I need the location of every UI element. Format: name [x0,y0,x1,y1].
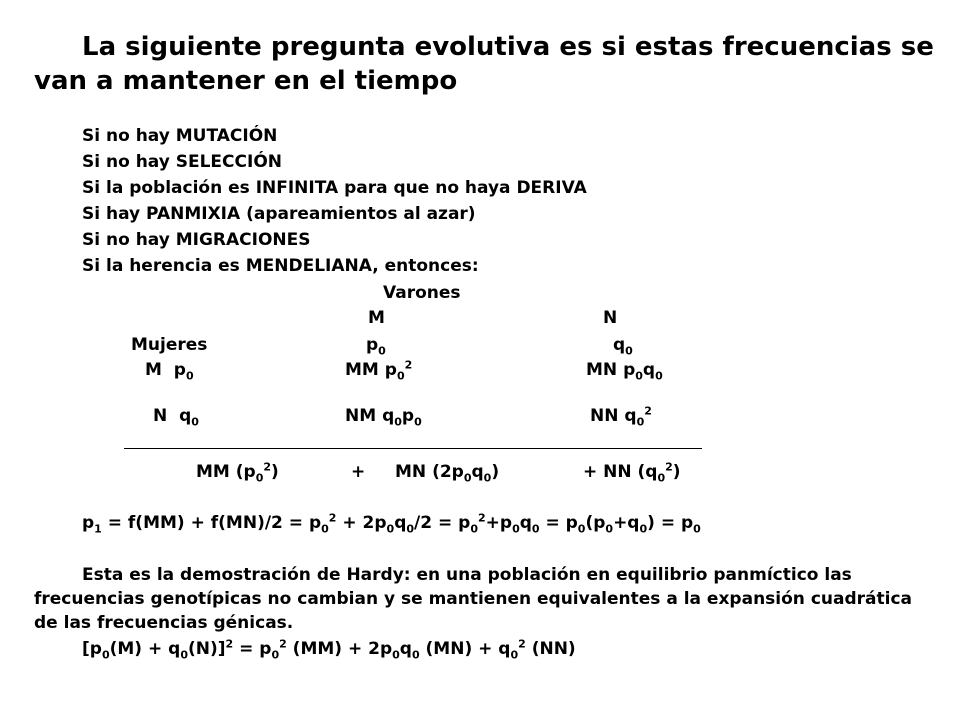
column-header-M: M [368,308,385,328]
sum-plus-sign: + [351,462,366,482]
condition-panmixia: Si hay PANMIXIA (apareamientos al azar) [82,204,476,224]
binomial-expansion: $[p_0(M) + q_0(N)]^2 = p_0^2$ $(MM) + 2p_0q_0$ $(MN) + q_0^2$ (NN) [82,637,576,662]
sum-term-MN: MN $(2p_0q_0)$ [395,462,500,485]
condition-selection: Si no hay SELECCIÓN [82,152,282,172]
condition-mutation: Si no hay MUTACIÓN [82,126,278,146]
cell-NM: NM $q_0p_0$ [345,406,422,429]
mujeres-label: Mujeres [131,335,208,355]
p1-derivation: $p_1 = f(MM) + f(MN)/2 = p_0^2 + 2p_0q_0/2 = p_0^2+p_0q_0 = p_0(p_0+q_0) = p_0$ [82,511,701,536]
sum-term-NN: + NN $(q_0^2)$ [583,460,681,485]
cell-MN: MN $p_0q_0$ [586,360,663,383]
row-header-N: N $q_0$ [153,406,199,429]
column-header-N: N [603,308,618,328]
row-header-M: M $p_0$ [145,360,194,383]
cell-NN: NN $q_0^2$ [590,404,652,429]
condition-mendelian: Si la herencia es MENDELIANA, entonces: [82,256,479,276]
cell-MM: MM $p_0^2$ [345,358,413,383]
sum-term-MM: MM $(p_0^2)$ [196,460,279,485]
table-divider [124,448,702,449]
hardy-paragraph: Esta es la demostración de Hardy: en una población en equilibrio panmíctico las frecuencias genotípicas no cambian y se mantienen equivalentes a la expansión cuadrática de las frecuencias génicas. [34,565,912,633]
column-freq-q0: $q_0$ [613,335,633,358]
condition-migration: Si no hay MIGRACIONES [82,230,311,250]
condition-infinite-population: Si la población es INFINITA para que no haya DERIVA [82,178,587,198]
varones-label: Varones [383,283,461,303]
page-title: La siguiente pregunta evolutiva es si estas frecuencias se van a mantener en el tiempo [34,32,934,96]
column-freq-p0: $p_0$ [366,335,386,358]
